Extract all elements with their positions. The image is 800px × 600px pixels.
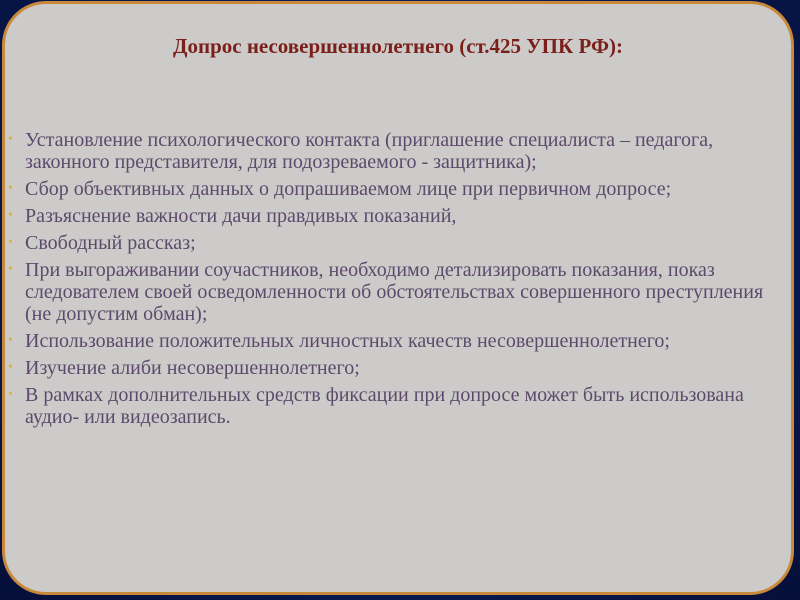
list-item [5,330,785,352]
list-item [5,205,785,227]
bullet-list [5,129,785,433]
list-item-text: Сбор объективных данных о допрашиваемом лице при первичном допросе; [25,178,672,200]
bullet-icon: • [8,333,13,348]
bullet-icon: • [8,181,13,196]
slide-title: Допрос несовершеннолетнего (ст.425 УПК РФ): [173,34,623,58]
list-item-text: Установление психологического контакта (приглашение специалиста – педагога, законного представителя, для подозреваемого - защитника); [25,129,714,173]
list-item [5,259,785,325]
bullet-icon: • [8,208,13,223]
bullet-icon: • [8,262,13,277]
bullet-icon: • [8,235,13,250]
list-item-text: В рамках дополнительных средств фиксации при допросе может быть использована аудио- или видеозапись. [25,384,744,428]
list-item [5,178,785,200]
list-item [5,129,785,173]
list-item [5,357,785,379]
bullet-icon: • [8,132,13,147]
list-item [5,232,785,254]
list-item-text: Изучение алиби несовершеннолетнего; [25,357,360,379]
list-item-text: Разъяснение важности дачи правдивых показаний, [25,205,457,227]
bullet-icon: • [8,360,13,375]
bullet-icon: • [8,387,13,402]
slide-panel [2,1,794,595]
list-item-text: Свободный рассказ; [25,232,196,254]
list-item-text: При выгораживании соучастников, необходимо детализировать показания, показ следователем своей осведомленности об обстоятельствах совершенного преступления (не допустим обман); [25,259,764,325]
list-item [5,384,785,428]
list-item-text: Использование положительных личностных качеств несовершеннолетнего; [25,330,670,352]
